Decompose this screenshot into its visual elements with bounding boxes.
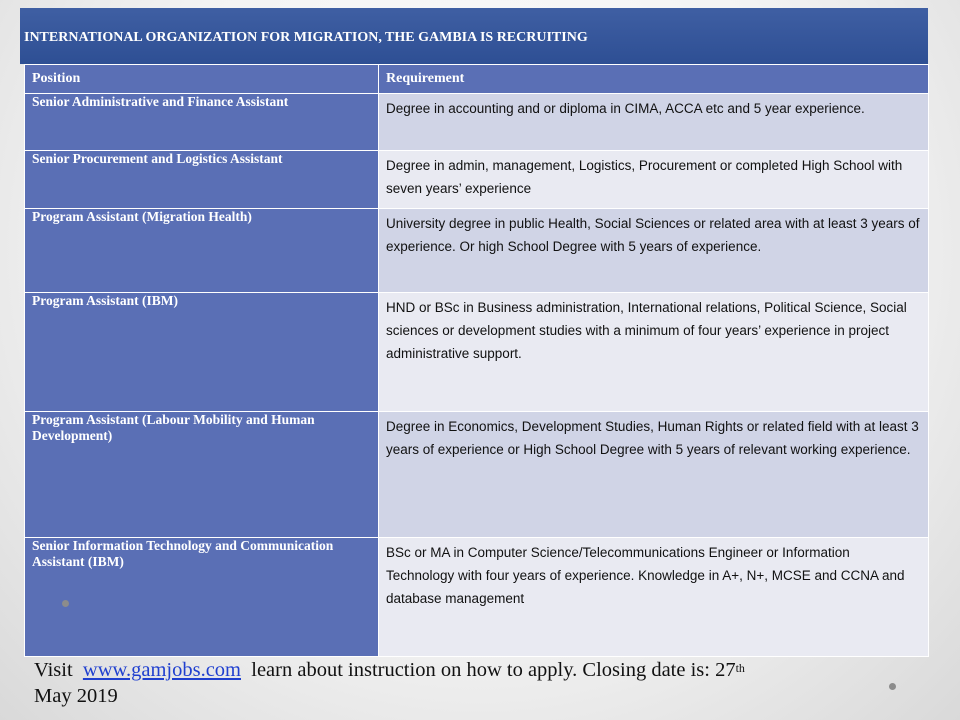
gamjobs-link[interactable]: www.gamjobs.com — [82, 659, 241, 681]
table-row — [25, 293, 929, 412]
table-row — [25, 209, 929, 293]
requirement-cell: HND or BSc in Business administration, International relations, Political Science, Social sciences or development studies with a minimum of four years’ experience in project administrative support. — [379, 293, 929, 412]
column-header-requirement: Requirement — [379, 65, 929, 94]
table-row — [25, 151, 929, 209]
requirement-cell: Degree in Economics, Development Studies, Human Rights or related field with at least 3 years of experience or High School Degree with 5 years of relevant working experience. — [379, 412, 929, 538]
position-cell: Program Assistant (Labour Mobility and Human Development) — [25, 412, 379, 538]
requirement-cell: BSc or MA in Computer Science/Telecommunications Engineer or Information Technology with four years of experience. Knowledge in A+, N+, MCSE and CCNA and database management — [379, 538, 929, 657]
footer-note — [34, 657, 884, 709]
bullet-dot-left — [62, 600, 69, 607]
position-cell: Senior Information Technology and Communication Assistant (IBM) — [25, 538, 379, 657]
requirement-cell: Degree in admin, management, Logistics, Procurement or completed High School with seven years’ experience — [379, 151, 929, 209]
table-header-row — [25, 65, 929, 94]
vacancies-table — [24, 64, 929, 657]
table-row — [25, 412, 929, 538]
header-banner — [20, 8, 928, 64]
column-header-position: Position — [25, 65, 379, 94]
position-cell: Senior Administrative and Finance Assistant — [25, 94, 379, 151]
footer-visit: Visit — [34, 659, 73, 681]
requirement-cell: University degree in public Health, Social Sciences or related area with at least 3 years of experience. Or high School Degree with 5 years of experience. — [379, 209, 929, 293]
position-cell: Senior Procurement and Logistics Assistant — [25, 151, 379, 209]
position-cell: Program Assistant (Migration Health) — [25, 209, 379, 293]
position-cell: Program Assistant (IBM) — [25, 293, 379, 412]
footer-superscript: th — [735, 661, 745, 675]
bullet-dot-right — [889, 683, 896, 690]
footer-date: May 2019 — [34, 685, 118, 707]
requirement-cell: Degree in accounting and or diploma in CIMA, ACCA etc and 5 year experience. — [379, 94, 929, 151]
table-row — [25, 538, 929, 657]
table-row — [25, 94, 929, 151]
page-title: INTERNATIONAL ORGANIZATION FOR MIGRATION, THE GAMBIA IS RECRUITING — [24, 30, 588, 45]
footer-text: learn about instruction on how to apply. Closing date is: 27 — [251, 659, 736, 681]
